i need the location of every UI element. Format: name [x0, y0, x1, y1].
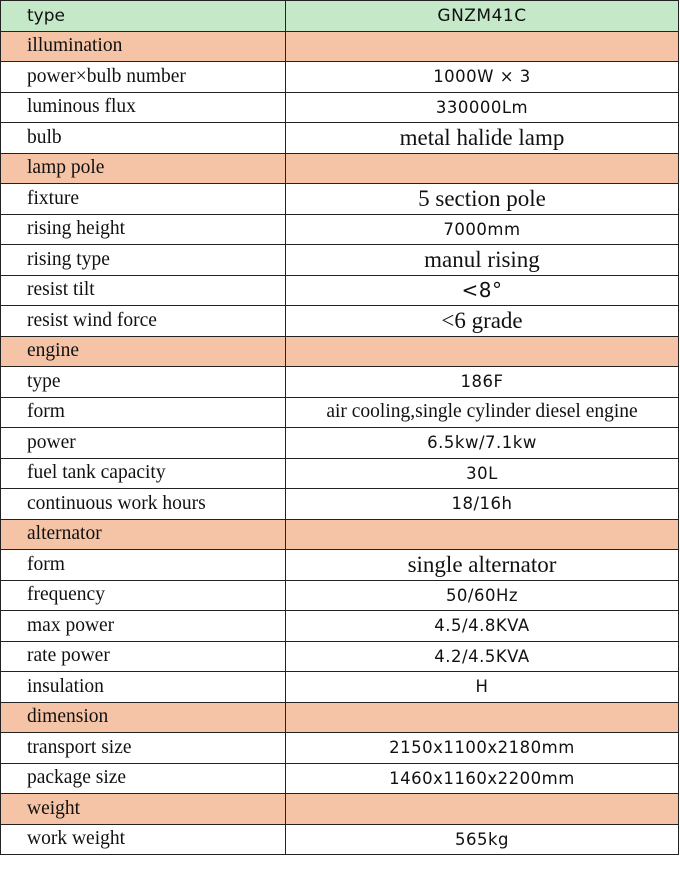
row-label: frequency [1, 580, 286, 611]
row-value: metal halide lamp [286, 123, 679, 154]
row-value: 50/60Hz [286, 580, 679, 611]
section-row [1, 519, 679, 550]
section-title: alternator [1, 519, 286, 550]
table-row [1, 611, 679, 642]
row-label: continuous work hours [1, 489, 286, 520]
table-row [1, 672, 679, 703]
section-empty-cell [286, 702, 679, 733]
row-label: transport size [1, 733, 286, 764]
row-label: resist tilt [1, 275, 286, 306]
section-row [1, 794, 679, 825]
row-label: work weight [1, 824, 286, 855]
row-label: rising type [1, 245, 286, 276]
table-row [1, 62, 679, 93]
row-value: 30L [286, 458, 679, 489]
section-empty-cell [286, 336, 679, 367]
header-row [1, 1, 679, 32]
row-value: 18/16h [286, 489, 679, 520]
row-value: 330000Lm [286, 92, 679, 123]
section-empty-cell [286, 794, 679, 825]
table-row [1, 824, 679, 855]
row-value: single alternator [286, 550, 679, 581]
row-label: rate power [1, 641, 286, 672]
row-label: resist wind force [1, 306, 286, 337]
table-row [1, 550, 679, 581]
table-row [1, 367, 679, 398]
section-title: engine [1, 336, 286, 367]
table-row [1, 184, 679, 215]
row-label: fuel tank capacity [1, 458, 286, 489]
section-title: illumination [1, 31, 286, 62]
row-label: bulb [1, 123, 286, 154]
row-value: 4.5/4.8KVA [286, 611, 679, 642]
table-row [1, 306, 679, 337]
row-label: fixture [1, 184, 286, 215]
row-label: type [1, 367, 286, 398]
row-label: power×bulb number [1, 62, 286, 93]
row-value: manul rising [286, 245, 679, 276]
table-row [1, 733, 679, 764]
row-label: rising height [1, 214, 286, 245]
row-label: form [1, 550, 286, 581]
section-title: lamp pole [1, 153, 286, 184]
section-row [1, 153, 679, 184]
section-empty-cell [286, 519, 679, 550]
row-label: luminous flux [1, 92, 286, 123]
row-value: 6.5kw/7.1kw [286, 428, 679, 459]
table-row [1, 214, 679, 245]
row-value: 1460x1160x2200mm [286, 763, 679, 794]
row-value: 4.2/4.5KVA [286, 641, 679, 672]
table-row [1, 580, 679, 611]
row-label: form [1, 397, 286, 428]
table-row [1, 489, 679, 520]
row-value: <8° [286, 275, 679, 306]
row-value: <6 grade [286, 306, 679, 337]
section-title: weight [1, 794, 286, 825]
section-row [1, 336, 679, 367]
table-row [1, 275, 679, 306]
row-label: insulation [1, 672, 286, 703]
table-row [1, 245, 679, 276]
header-label: type [1, 1, 286, 32]
section-empty-cell [286, 31, 679, 62]
row-value: 1000W × 3 [286, 62, 679, 93]
section-empty-cell [286, 153, 679, 184]
table-row [1, 763, 679, 794]
row-value: 7000mm [286, 214, 679, 245]
row-value: air cooling,single cylinder diesel engine [286, 397, 679, 428]
table-row [1, 92, 679, 123]
section-row [1, 702, 679, 733]
row-label: max power [1, 611, 286, 642]
table-row [1, 458, 679, 489]
row-label: power [1, 428, 286, 459]
row-value: 565kg [286, 824, 679, 855]
row-value: 2150x1100x2180mm [286, 733, 679, 764]
model-value: GNZM41C [286, 1, 679, 32]
row-value: H [286, 672, 679, 703]
section-title: dimension [1, 702, 286, 733]
table-row [1, 397, 679, 428]
row-value: 5 section pole [286, 184, 679, 215]
row-label: package size [1, 763, 286, 794]
section-row [1, 31, 679, 62]
row-value: 186F [286, 367, 679, 398]
spec-table-body [1, 1, 679, 855]
table-row [1, 641, 679, 672]
table-row [1, 123, 679, 154]
table-row [1, 428, 679, 459]
